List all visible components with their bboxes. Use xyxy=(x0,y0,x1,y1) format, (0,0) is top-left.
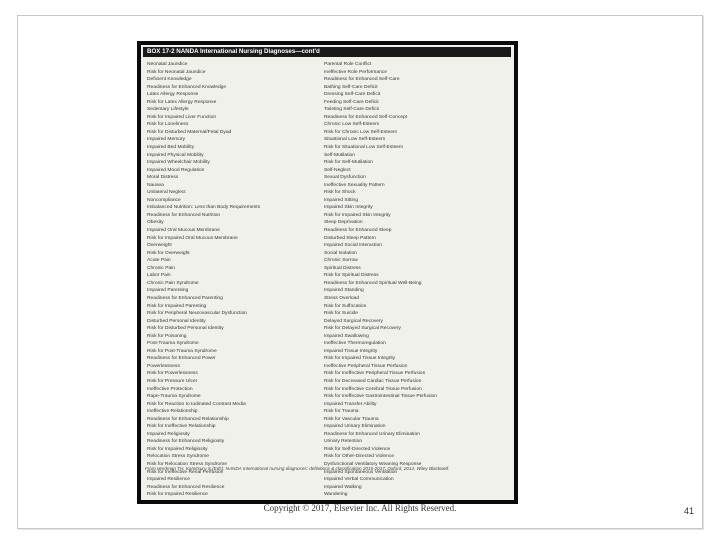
diagnosis-item: Risk for Spiritual Distress xyxy=(324,273,379,279)
diagnosis-item: Impaired Standing xyxy=(324,288,364,294)
diagnosis-item: Readiness for Enhanced Sleep xyxy=(324,228,392,234)
diagnosis-item: Noncompliance xyxy=(147,197,181,203)
diagnosis-item: Impaired Physical Mobility xyxy=(147,152,204,158)
diagnosis-item: Neonatal Jaundice xyxy=(147,62,188,67)
diagnosis-item: Impaired Mood Regulation xyxy=(147,167,205,173)
diagnosis-item: Risk for Impaired Oral Mucous Membrane xyxy=(147,235,238,241)
diagnosis-item: Ineffective Role Performance xyxy=(324,69,387,75)
diagnosis-item: Impaired Resilience xyxy=(147,477,190,483)
diagnosis-item: Chronic Sorrow xyxy=(324,258,358,264)
diagnosis-item: Spiritual Distress xyxy=(324,265,361,271)
copyright-footer: Copyright © 2017, Elsevier Inc. All Rights Reserved. xyxy=(263,503,457,513)
diagnosis-item: Risk for Impaired Tissue Integrity xyxy=(324,356,396,362)
diagnosis-item: Risk for Impaired Religiosity xyxy=(147,446,208,452)
diagnosis-item: Risk for Loneliness xyxy=(147,122,189,128)
page-number: 41 xyxy=(684,506,695,516)
diagnosis-item: Post-Trauma Syndrome xyxy=(147,341,199,347)
diagnosis-item: Deficient Knowledge xyxy=(147,77,192,83)
diagnosis-item: Impaired Urinary Elimination xyxy=(324,424,386,430)
diagnosis-item: Unilateral Neglect xyxy=(147,190,186,196)
diagnosis-item: Impaired Spontaneous Ventilation xyxy=(324,469,398,475)
diagnosis-item: Risk for Situational Low Self-Esteem xyxy=(324,145,404,151)
diagnosis-item: Risk for Disturbed Personal Identity xyxy=(147,326,224,332)
diagnosis-item: Impaired Tissue Integrity xyxy=(324,348,378,354)
diagnosis-item: Ineffective Sexuality Pattern xyxy=(324,182,385,188)
diagnosis-item: Urinary Retention xyxy=(324,439,363,445)
diagnosis-item: Impaired Skin Integrity xyxy=(324,205,373,211)
diagnosis-item: Self-Neglect xyxy=(324,167,351,173)
diagnosis-item: Ineffective Peripheral Tissue Perfusion xyxy=(324,363,408,369)
diagnosis-item: Risk for Pressure Ulcer xyxy=(147,378,198,384)
diagnosis-item: Risk for Powerlessness xyxy=(147,371,198,377)
textbook-box-image xyxy=(137,41,518,504)
diagnosis-item: Risk for Suicide xyxy=(324,311,358,317)
diagnosis-item: Impaired Oral Mucous Membrane xyxy=(147,228,220,234)
diagnosis-item: Wandering xyxy=(324,492,348,498)
diagnosis-item: Risk for Delayed Surgical Recovery xyxy=(324,326,401,332)
diagnosis-item: Readiness for Enhanced Religiosity xyxy=(147,439,225,445)
diagnosis-item: Dressing Self-Care Deficit xyxy=(324,92,381,98)
diagnosis-item: Obesity xyxy=(147,220,164,226)
diagnosis-item: Risk for Reaction to Iodinated Contrast Media xyxy=(147,401,246,407)
diagnosis-item: Risk for Latex Allergy Response xyxy=(147,99,217,105)
diagnosis-item: Risk for Self-Mutilation xyxy=(324,160,373,166)
diagnosis-item: Powerlessness xyxy=(147,363,180,369)
diagnosis-item: Latex Allergy Response xyxy=(147,92,199,98)
diagnosis-item: Stress Overload xyxy=(324,295,360,301)
diagnosis-item: Risk for Neonatal Jaundice xyxy=(147,69,206,75)
diagnosis-item: Risk for Decreased Cardiac Tissue Perfusion xyxy=(324,378,422,384)
diagnosis-item: Readiness for Enhanced Self-Concept xyxy=(324,114,408,120)
diagnosis-item: Disturbed Sleep Pattern xyxy=(324,235,376,241)
diagnosis-item: Readiness for Enhanced Power xyxy=(147,356,216,362)
diagnosis-item: Risk for Other-Directed Violence xyxy=(324,454,395,460)
diagnosis-item: Chronic Pain xyxy=(147,265,175,271)
diagnosis-item: Risk for Chronic Low Self-Esteem xyxy=(324,129,398,135)
diagnoses-left-column xyxy=(147,61,322,499)
diagnosis-item: Risk for Ineffective Gastrointestinal Tissue Perfusion xyxy=(324,394,437,400)
diagnosis-item: Bathing Self-Care Deficit xyxy=(324,84,378,90)
diagnosis-item: Readiness for Enhanced Resilience xyxy=(147,484,225,490)
diagnosis-item: Ineffective Relationship xyxy=(147,409,198,415)
diagnosis-item: Impaired Religiosity xyxy=(147,431,190,437)
diagnosis-item: Risk for Impaired Resilience xyxy=(147,492,208,498)
diagnoses-right-column xyxy=(324,61,499,499)
diagnosis-item: Ineffective Protection xyxy=(147,386,193,392)
diagnosis-item: Risk for Ineffective Cerebral Tissue Perfusion xyxy=(324,386,422,392)
diagnosis-item: Readiness for Enhanced Knowledge xyxy=(147,84,227,90)
diagnosis-item: Risk for Impaired Parenting xyxy=(147,303,207,309)
diagnosis-item: Impaired Wheelchair Mobility xyxy=(147,160,210,166)
diagnosis-item: Risk for Poisoning xyxy=(147,333,187,339)
diagnosis-item: Impaired Swallowing xyxy=(324,333,369,339)
diagnosis-item: Risk for Trauma xyxy=(324,409,359,415)
diagnosis-item: Risk for Disturbed Maternal/Fetal Dyad xyxy=(147,129,232,135)
diagnosis-item: Impaired Walking xyxy=(324,484,362,490)
diagnosis-item: Risk for Peripheral Neurovascular Dysfunction xyxy=(147,311,248,317)
diagnosis-item: Chronic Low Self-Esteem xyxy=(324,122,380,128)
diagnosis-item: Labor Pain xyxy=(147,273,171,279)
diagnosis-item: Readiness for Enhanced Parenting xyxy=(147,295,223,301)
diagnosis-item: Impaired Transfer Ability xyxy=(324,401,377,407)
diagnosis-item: Risk for Shock xyxy=(324,190,356,196)
diagnosis-item: Risk for Overweight xyxy=(147,250,190,256)
diagnosis-item: Parental Role Conflict xyxy=(324,62,372,67)
diagnosis-item: Impaired Bed Mobility xyxy=(147,145,195,151)
diagnosis-item: Relocation Stress Syndrome xyxy=(147,454,209,460)
diagnosis-item: Self-Mutilation xyxy=(324,152,355,158)
diagnosis-item: Readiness for Enhanced Relationship xyxy=(147,416,229,422)
diagnosis-item: Situational Low Self-Esteem xyxy=(324,137,386,143)
diagnosis-item: Risk for Ineffective Renal Perfusion xyxy=(147,469,224,475)
diagnosis-item: Risk for Impaired Skin Integrity xyxy=(324,212,391,218)
diagnosis-item: Sedentary Lifestyle xyxy=(147,107,189,113)
diagnosis-item: Ineffective Thermoregulation xyxy=(324,341,386,347)
diagnosis-item: Risk for Suffocation xyxy=(324,303,367,309)
diagnosis-item: Chronic Pain Syndrome xyxy=(147,280,199,286)
diagnosis-item: Risk for Self-Directed Violence xyxy=(324,446,391,452)
diagnosis-item: Nausea xyxy=(147,182,164,188)
box-page xyxy=(141,45,514,500)
diagnosis-item: Delayed Surgical Recovery xyxy=(324,318,383,324)
diagnosis-item: Sleep Deprivation xyxy=(324,220,363,226)
source-citation: From Herdman TH, Kamitsuru S (Eds): NANDA International nursing diagnoses: definitions & classification 2015-2017, Oxford, 2014, Wiley Blackwell. xyxy=(145,466,450,471)
diagnosis-item: Risk for Relocation Stress Syndrome xyxy=(147,461,227,467)
diagnosis-item: Rape-Trauma Syndrome xyxy=(147,394,201,400)
diagnosis-item: Readiness for Enhanced Urinary Elimination xyxy=(324,431,420,437)
diagnosis-item: Disturbed Personal Identity xyxy=(147,318,206,324)
diagnosis-item: Readiness for Enhanced Nutrition xyxy=(147,212,221,218)
diagnosis-item: Dysfunctional Ventilatory Weaning Response xyxy=(324,461,422,467)
diagnosis-item: Overweight xyxy=(147,243,172,249)
diagnosis-item: Risk for Ineffective Peripheral Tissue Perfusion xyxy=(324,371,426,377)
box-title: BOX 17-2 NANDA International Nursing Diagnoses—cont'd xyxy=(143,47,511,57)
diagnosis-item: Feeding Self-Care Deficit xyxy=(324,99,379,105)
diagnosis-item: Risk for Vascular Trauma xyxy=(324,416,379,422)
diagnosis-item: Impaired Parenting xyxy=(147,288,189,294)
diagnosis-item: Imbalanced Nutrition: Less than Body Requirements xyxy=(147,205,261,211)
diagnosis-item: Impaired Sitting xyxy=(324,197,358,203)
diagnosis-item: Readiness for Enhanced Spiritual Well-Being xyxy=(324,280,422,286)
diagnosis-item: Impaired Social Interaction xyxy=(324,243,382,249)
diagnosis-item: Risk for Ineffective Relationship xyxy=(147,424,216,430)
diagnosis-item: Social Isolation xyxy=(324,250,357,256)
diagnosis-item: Acute Pain xyxy=(147,258,171,264)
diagnosis-item: Impaired Verbal Communication xyxy=(324,477,394,483)
diagnosis-item: Impaired Memory xyxy=(147,137,186,143)
diagnosis-item: Moral Distress xyxy=(147,175,179,181)
diagnosis-item: Risk for Impaired Liver Function xyxy=(147,114,217,120)
diagnosis-item: Toileting Self-Care Deficit xyxy=(324,107,379,113)
diagnosis-item: Sexual Dysfunction xyxy=(324,175,366,181)
diagnosis-item: Risk for Post-Trauma Syndrome xyxy=(147,348,217,354)
diagnosis-item: Readiness for Enhanced Self-Care xyxy=(324,77,400,83)
